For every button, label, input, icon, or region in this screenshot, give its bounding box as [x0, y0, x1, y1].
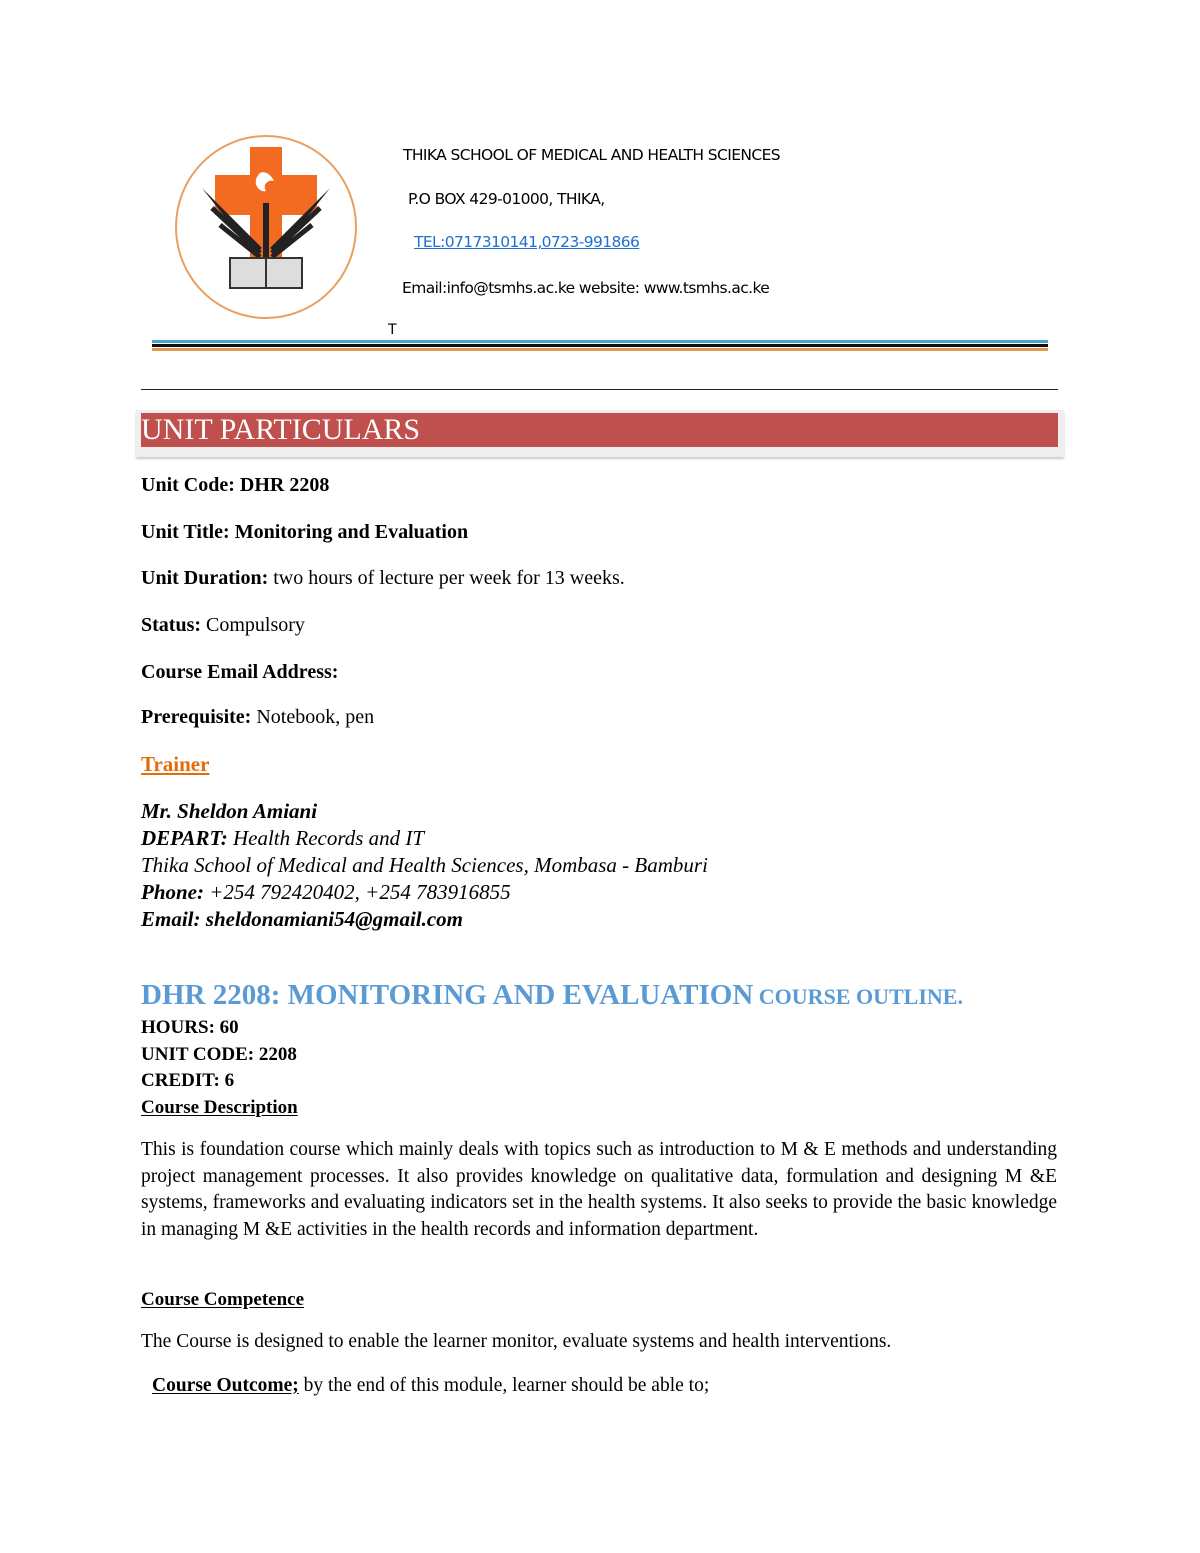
school-phone-link[interactable]: TEL:0717310141,0723-991866: [414, 233, 640, 251]
outcome-text: by the end of this module, learner should be able to;: [298, 1375, 710, 1396]
phone-value: +254 792420402, +254 783916855: [204, 880, 511, 904]
depart-label: DEPART:: [141, 826, 228, 850]
trainer-phone: [141, 879, 708, 906]
school-address: P.O BOX 429-01000, THIKA,: [408, 190, 605, 208]
outcome-heading: Course Outcome;: [152, 1375, 299, 1396]
competence-heading: Course Competence: [141, 1289, 305, 1310]
divider: [141, 389, 1058, 390]
school-logo: [172, 133, 360, 321]
trainer-email: [141, 906, 708, 933]
course-hours: HOURS: 60: [141, 1017, 239, 1038]
course-outcome: [152, 1373, 1068, 1400]
unit-status: [141, 614, 305, 637]
header-rule-black: [152, 344, 1048, 347]
email-value[interactable]: sheldonamiani54@gmail.com: [200, 907, 464, 931]
course-details: [141, 1015, 298, 1121]
course-email-label: Course Email Address:: [141, 661, 339, 683]
depart-value: Health Records and IT: [227, 826, 425, 850]
phone-label: Phone:: [141, 880, 204, 904]
header-rule-blue: [152, 340, 1048, 343]
trainer-department: [141, 825, 708, 852]
prereq-label: Prerequisite:: [141, 706, 252, 728]
banner-title: UNIT PARTICULARS: [141, 413, 1058, 447]
duration-label: Unit Duration:: [141, 567, 269, 589]
duration-value: two hours of lecture per week for 13 weeks.: [268, 567, 625, 589]
email-label: Email:: [141, 907, 201, 931]
course-description: This is foundation course which mainly deals with topics such as introduction to M & E methods and understanding project management processes. It also provides knowledge on qualitative data, formulation and designing M &E systems, frameworks and evaluating indicators set in the health systems. It also seeks to provide the basic knowledge in managing M &E activities in the health records and information department.: [141, 1139, 1057, 1240]
unit-code: Unit Code: DHR 2208: [141, 474, 330, 496]
status-value: Compulsory: [201, 614, 305, 636]
description-heading: Course Description: [141, 1096, 298, 1118]
outline-title-main: DHR 2208: MONITORING AND EVALUATION: [141, 979, 754, 1011]
course-credit: CREDIT: 6: [141, 1070, 235, 1091]
trainer-name: Mr. Sheldon Amiani: [141, 799, 318, 823]
unit-title: Unit Title: Monitoring and Evaluation: [141, 521, 469, 543]
stray-text: T: [388, 322, 396, 338]
trainer-heading: Trainer: [141, 752, 210, 776]
trainer-institution: Thika School of Medical and Health Sciences, Mombasa - Bamburi: [141, 853, 708, 877]
outline-title-small: COURSE OUTLINE.: [753, 984, 963, 1009]
course-competence: The Course is designed to enable the learner monitor, evaluate systems and health interventions.: [141, 1331, 892, 1352]
trainer-block: [141, 798, 708, 933]
unit-duration: [141, 567, 625, 590]
school-name: THIKA SCHOOL OF MEDICAL AND HEALTH SCIENCES: [403, 146, 781, 164]
prereq-value: Notebook, pen: [251, 706, 375, 728]
section-banner: [136, 410, 1064, 457]
status-label: Status:: [141, 614, 202, 636]
school-email-website: Email:info@tsmhs.ac.ke website: www.tsmhs.ac.ke: [402, 279, 770, 297]
course-unit-code: UNIT CODE: 2208: [141, 1043, 297, 1065]
header-rule-orange: [152, 348, 1048, 351]
outline-title: [141, 979, 963, 1012]
unit-prerequisite: [141, 706, 374, 729]
